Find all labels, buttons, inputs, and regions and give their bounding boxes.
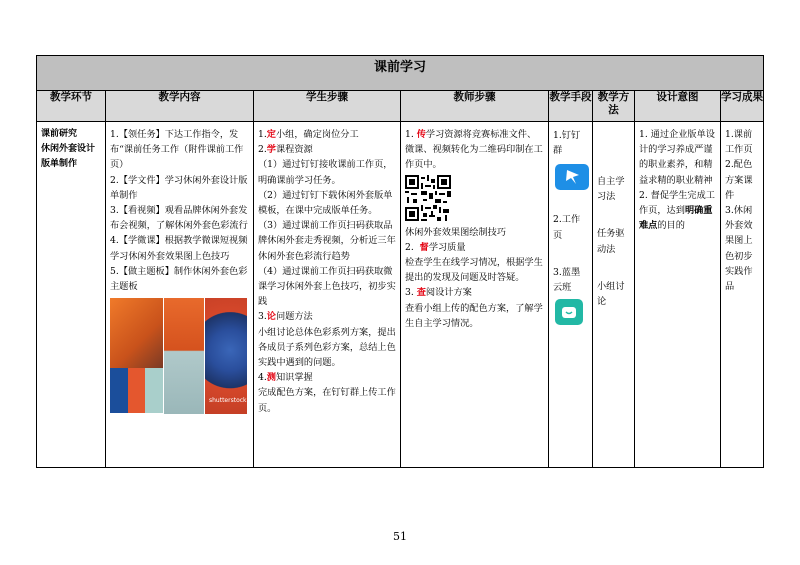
color-swatch xyxy=(110,368,128,413)
outcome-cell xyxy=(721,122,764,468)
stage-line2: 休闲外套设计版单制作 xyxy=(41,144,96,169)
building-photo xyxy=(205,298,247,414)
student-step-3: 3.论问题方法 xyxy=(258,311,313,323)
stage-line1: 课前研究 xyxy=(41,129,78,139)
color-swatch xyxy=(128,368,146,413)
student-substep: （2）通过钉钉下载休闲外套版单模板，在课中完成版单任务。 xyxy=(258,189,393,217)
outcome-1: 1.课前工作页 xyxy=(725,129,753,156)
content-item: 2.【学文件】学习休闲外套设计版单制作 xyxy=(110,174,248,201)
header-design-intent: 设计意图 xyxy=(635,91,721,122)
student-steps-cell xyxy=(254,122,401,468)
dingtalk-app-icon xyxy=(555,164,589,190)
stage-cell xyxy=(37,122,106,468)
design-intent-cell xyxy=(635,122,721,468)
header-teacher-steps: 教师步骤 xyxy=(401,91,549,122)
method-task-driven: 任务驱动法 xyxy=(597,228,625,255)
color-theme-board-image xyxy=(110,298,247,414)
means-worksheet: 2.工作页 xyxy=(553,214,581,241)
header-outcome: 学习成果 xyxy=(721,91,764,122)
content-item: 5.【做主题板】制作休闲外套色彩主题板 xyxy=(110,265,248,293)
method-self-study: 自主学习法 xyxy=(597,176,625,203)
mosoteach-app-icon xyxy=(555,299,583,325)
color-swatches xyxy=(110,368,163,413)
teacher-step-3-text: 查看小组上传的配色方案，了解学生自主学习情况。 xyxy=(405,302,543,329)
method-group-discussion: 小组讨论 xyxy=(597,280,625,308)
header-student-steps: 学生步骤 xyxy=(254,91,401,122)
teacher-step-3: 3. 查阅设计方案 xyxy=(405,287,472,299)
qr-code-icon xyxy=(405,175,451,221)
means-cell xyxy=(549,122,593,468)
student-step-4-text: 完成配色方案，在钉钉群上传工作页。 xyxy=(258,387,396,414)
content-item: 3.【看视频】观看品牌休闲外套发布会视频，了解休闲外套色彩流行 xyxy=(110,205,248,232)
header-stage: 教学环节 xyxy=(37,91,106,122)
means-mosoteach: 3.蓝墨云班 xyxy=(553,266,581,294)
watermark-text: shutterstock xyxy=(209,397,247,405)
color-swatch xyxy=(145,368,163,413)
qr-caption: 休闲外套效果图绘制技巧 xyxy=(405,226,507,238)
teacher-steps-cell xyxy=(401,122,549,468)
student-step-1: 1.定小组，确定岗位分工 xyxy=(258,129,359,140)
teacher-step-2-text: 检查学生在线学习情况，根据学生提出的发现及问题及时答疑。 xyxy=(405,257,543,284)
means-dingtalk: 1.钉钉群 xyxy=(553,130,581,157)
teacher-step-1: 1. 传学习资源将竞赛标准文件、微课、视频转化为二维码印制在工作页中。 xyxy=(405,129,543,171)
header-method: 教学方法 xyxy=(593,91,635,122)
student-step-3-text: 小组讨论总体色彩系列方案，提出各成员子系列色彩方案，总结上色实践中遇到的问题。 xyxy=(258,326,396,369)
design-intent-1: 1. 通过企业版单设计的学习养成严谨的职业素养，和精益求精的职业精神 xyxy=(639,129,715,186)
student-substep: （3）通过课前工作页扫码获取品牌休闲外套走秀视频，分析近三年休闲外套色彩流行趋势 xyxy=(258,220,396,262)
header-means: 教学手段 xyxy=(549,91,593,122)
teacher-step-2: 2. 督学习质量 xyxy=(405,241,466,253)
interior-photo xyxy=(164,298,204,414)
architecture-photo xyxy=(110,298,163,368)
lesson-plan-table xyxy=(36,55,764,468)
content-item: 4.【学微课】根据教学微课短视频学习休闲外套效果图上色技巧 xyxy=(110,235,248,262)
header-content: 教学内容 xyxy=(106,91,254,122)
student-step-4: 4.测知识掌握 xyxy=(258,372,313,384)
student-substep: （1）通过钉钉接收课前工作页，明确课前学习任务。 xyxy=(258,159,393,186)
student-substep: （4）通过课前工作页扫码获取微课学习休闲外套上色技巧，初步实践 xyxy=(258,265,396,308)
outcome-3: 3.休闲外套效果图上色初步实践作品 xyxy=(725,205,753,293)
content-item: 1.【领任务】下达工作指令，发布“课前任务工作（附件课前工作页） xyxy=(110,129,244,171)
page-number: 51 xyxy=(393,530,407,543)
design-intent-2: 2. 督促学生完成工作页，达到明确重难点的目的 xyxy=(639,189,715,232)
content-cell xyxy=(106,122,254,468)
section-title: 课前学习 xyxy=(37,56,764,91)
method-cell xyxy=(593,122,635,468)
student-step-2: 2.学课程资源 xyxy=(258,144,313,156)
outcome-2: 2.配色方案课件 xyxy=(725,159,753,201)
